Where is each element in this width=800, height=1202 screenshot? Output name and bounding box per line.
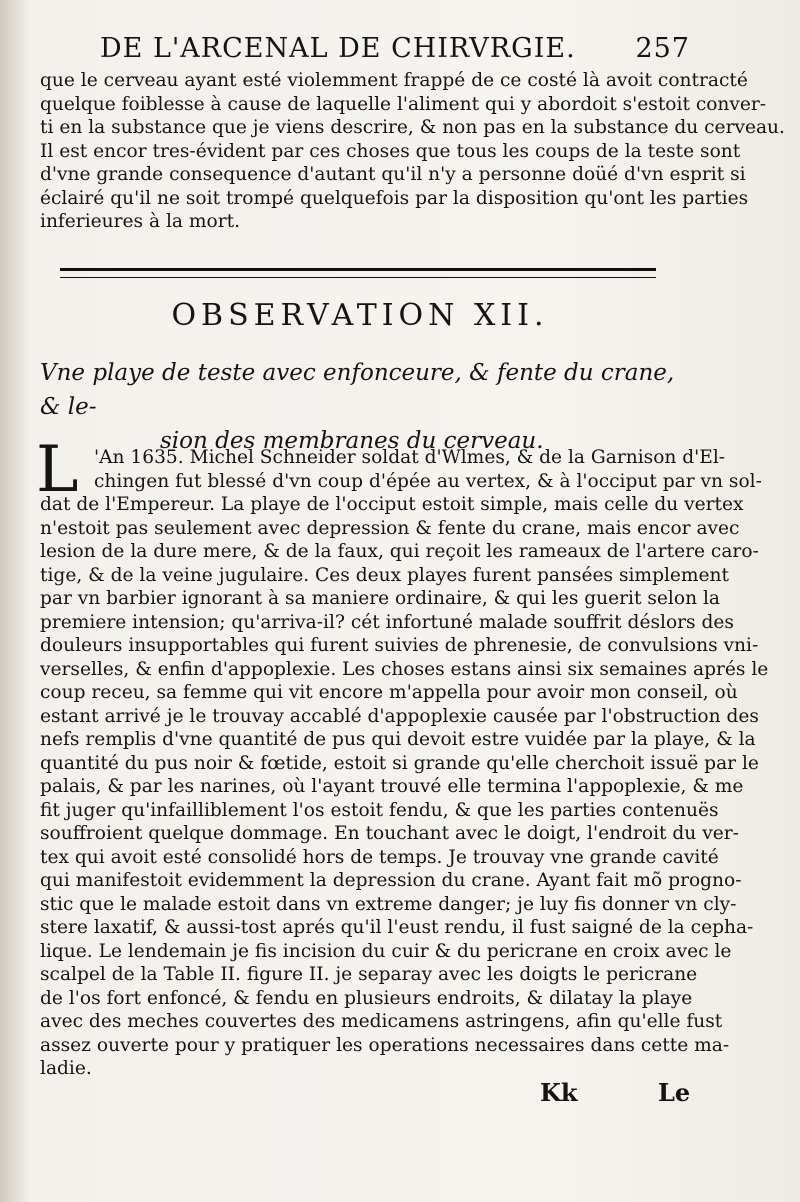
running-title: DE L'ARCENAL DE CHIRVRGIE.	[100, 33, 576, 64]
text-line: ti en la substance que je viens descrire, & non pas en la substance du cerveau.	[40, 117, 785, 138]
text-line: tige, & de la veine jugulaire. Ces deux playes furent pansées simplement	[40, 564, 730, 586]
observation-title: OBSERVATION XII.	[171, 298, 549, 333]
text-line: qui manifestoit evidemment la depression du crane. Ayant fait mõ progno-	[40, 870, 742, 891]
text-line: lique. Le lendemain je fis incision du cuir & du pericrane en croix avec le	[40, 940, 732, 962]
text-line: estant arrivé je le trouvay accablé d'appoplexie causée par l'obstruction des	[40, 705, 759, 727]
text-line: avec des meches couvertes des medicamens astringens, afin qu'elle fust	[40, 1011, 723, 1032]
text-line: stere laxatif, & aussi-tost aprés qu'il l'eust rendu, il fust saigné de la cepha-	[40, 917, 754, 938]
text-line: par vn barbier ignorant à sa maniere ordinaire, & qui les guerit selon la	[40, 588, 720, 609]
text-line: quelque foiblesse à cause de laquelle l'aliment qui y abordoit s'estoit conver-	[40, 93, 767, 115]
subtitle-line: sion des membranes du cerveau.	[160, 428, 544, 454]
text-line: nefs remplis d'vne quantité de pus qui devoit estre vuidée par la playe, & la	[40, 729, 756, 750]
text-line: assez ouverte pour y pratiquer les operations necessaires dans cette ma-	[40, 1034, 730, 1056]
text-line: ladie.	[40, 1058, 92, 1079]
section-rule	[60, 268, 656, 278]
text-line: stic que le malade estoit dans vn extreme danger; je luy fis donner vn cly-	[40, 893, 737, 915]
text-line: palais, & par les narines, où l'ayant trouvé elle termina l'appoplexie, & me	[40, 776, 744, 797]
text-line: lesion de la dure mere, & de la faux, qui reçoit les rameaux de l'artere caro-	[40, 541, 759, 562]
signature-mark: Kk	[540, 1078, 578, 1107]
observation-body	[40, 446, 769, 1081]
text-line: d'vne grande consequence d'autant qu'il n'y a personne doüé d'vn esprit si	[40, 164, 746, 185]
subtitle-line: Vne playe de teste avec enfonceure, & fente du crane, & le-	[40, 360, 675, 420]
text-line: verselles, & enfin d'appoplexie. Les choses estans ainsi six semaines aprés le	[40, 658, 769, 680]
text-line: quantité du pus noir & fœtide, estoit si grande qu'elle cherchoit issuë par le	[40, 752, 759, 774]
text-line: Il est encor tres-évident par ces choses que tous les coups de la teste sont	[40, 140, 741, 162]
top-paragraph	[40, 69, 785, 234]
text-line: de l'os fort enfoncé, & fendu en plusieurs endroits, & dilatay la playe	[40, 987, 693, 1009]
text-line: chingen fut blessé d'vn coup d'épée au vertex, & à l'occiput par vn sol-	[94, 470, 762, 492]
catchword: Le	[658, 1078, 691, 1107]
page-number: 257	[635, 33, 690, 64]
text-line: tex qui avoit esté consolidé hors de temps. Je trouvay vne grande cavité	[40, 846, 719, 868]
text-line: inferieures à la mort.	[40, 211, 241, 232]
text-line: fit juger qu'infailliblement l'os estoit fendu, & que les parties contenuës	[40, 799, 719, 821]
text-line: éclairé qu'il ne soit trompé quelquefois par la disposition qu'ont les parties	[40, 187, 749, 209]
drop-cap: L	[36, 433, 79, 507]
text-line: 'An 1635. Michel Schneider soldat d'Wlmes, & de la Garnison d'El-	[94, 447, 726, 468]
text-line: douleurs insupportables qui furent suivies de phrenesie, de convulsions vni-	[40, 635, 759, 656]
text-line: dat de l'Empereur. La playe de l'occiput estoit simple, mais celle du vertex	[40, 494, 744, 515]
text-line: souffroient quelque dommage. En touchant avec le doigt, l'endroit du ver-	[40, 823, 739, 844]
text-line: que le cerveau ayant esté violemment frappé de ce costé là avoit contracté	[40, 70, 748, 91]
text-line: n'estoit pas seulement avec depression & fente du crane, mais encor avec	[40, 517, 740, 539]
observation-subtitle	[40, 356, 680, 458]
running-header	[100, 33, 690, 73]
text-line: coup receu, sa femme qui vit encore m'appella pour avoir mon conseil, où	[40, 682, 738, 703]
text-line: scalpel de la Table II. figure II. je separay avec les doigts le pericrane	[40, 964, 698, 985]
text-line: premiere intension; qu'arriva-il? cét infortuné malade souffrit déslors des	[40, 611, 734, 633]
